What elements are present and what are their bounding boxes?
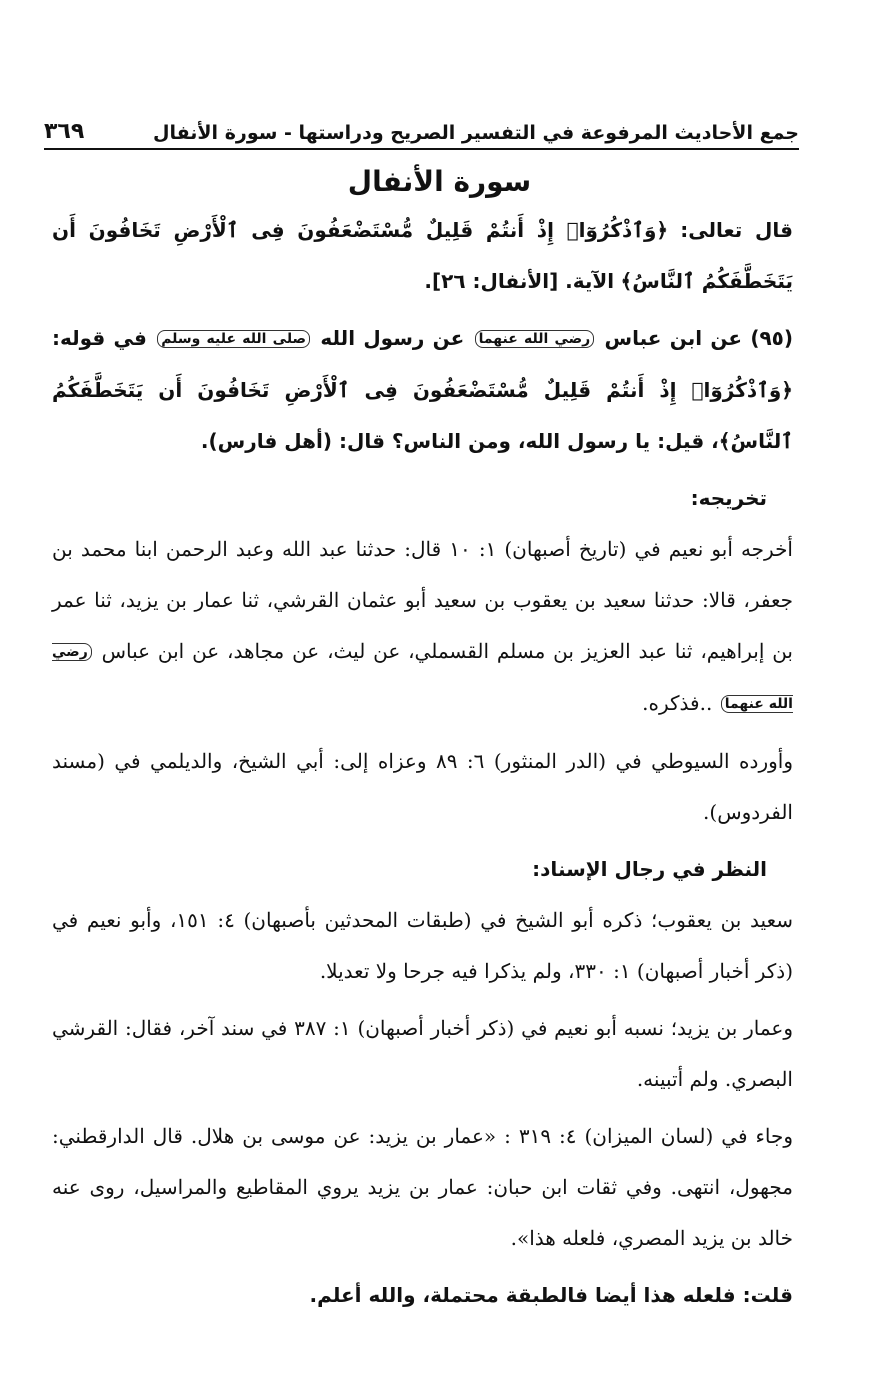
hadith-narrator: (٩٥) عن ابن عباس: [604, 326, 794, 350]
verse-reference: الآية. [الأنفال: ٢٦].: [424, 269, 615, 293]
main-text: [52, 205, 793, 1327]
page-title: سورة الأنفال: [347, 165, 532, 198]
isnad-paragraph-3: وجاء في (لسان الميزان) ٤: ٣١٩ : «عمار بن يزيد: عن موسى بن هلال. قال الدارقطني: مجهول، انتهى. وفي ثقات ابن حبان: عمار بن يزيد يروي المقاطيع والمراسيل، روى عنه خالد بن يزيد المصري، فلعله هذا».: [52, 1124, 793, 1250]
isnad-paragraph-1: سعيد بن يعقوب؛ ذكره أبو الشيخ في (طبقات المحدثين بأصبهان) ٤: ١٥١، وأبو نعيم في (ذكر أخبار أصبهان) ١: ٣٣٠، ولم يذكرا فيه جرحا ولا تعديلا.: [52, 908, 793, 983]
takhrij-text: أخرجه أبو نعيم في (تاريخ أصبهان) ١: ١٠ قال: حدثنا عبد الله وعبد الرحمن ابنا محمد بن جعفر، قالا: حدثنا سعيد بن يعقوب بن سعيد أبو عثمان القرشي، ثنا عمار بن يزيد، ثنا عمر بن إبراهيم، ثنا عبد العزيز بن مسلم القسملي، عن ليث، عن مجاهد، عن ابن عباس: [52, 537, 794, 663]
isnad-heading: النظر في رجال الإسناد:: [532, 857, 767, 881]
hadith-verse: ﴿وَٱذْكُرُوٓا۟ إِذْ أَنتُمْ قَلِيلٌ مُّسْتَضْعَفُونَ فِى ٱلْأَرْضِ تَخَافُونَ أَن يَتَخَطَّفَكُمُ ٱلنَّاسُ﴾: [52, 378, 793, 453]
takhrij-heading: تخريجه:: [690, 486, 767, 510]
takhrij-paragraph-1: [52, 524, 793, 730]
hadith-paragraph: [52, 313, 793, 467]
page-header: [44, 108, 799, 150]
takhrij-tail: ..فذكره.: [642, 691, 713, 715]
quran-verse: ﴿وَٱذْكُرُوٓا۟ إِذْ أَنتُمْ قَلِيلٌ مُّسْتَضْعَفُونَ فِى ٱلْأَرْضِ تَخَافُونَ أَن يَتَخَطَّفَكُمُ ٱلنَّاسُ﴾: [52, 218, 793, 293]
isnad-paragraph-4: قلت: فلعله هذا أيضا فالطبقة محتملة، والله أعلم.: [309, 1283, 793, 1307]
intro-lead: قال تعالى:: [680, 218, 793, 242]
intro-paragraph: [52, 205, 793, 307]
takhrij-paragraph-2: وأورده السيوطي في (الدر المنثور) ٦: ٨٩ وعزاه إلى: أبي الشيخ، والديلمي في (مسند الفردوس).: [52, 749, 793, 824]
page-number: ٣٦٩: [44, 119, 85, 144]
isnad-paragraph-2: وعمار بن يزيد؛ نسبه أبو نعيم في (ذكر أخبار أصبهان) ١: ٣٨٧ في سند آخر، فقال: القرشي البصري. ولم أتبينه.: [52, 1016, 793, 1091]
honorific-companion-2: رضي الله عنهما: [52, 644, 793, 712]
hadith-source: عن رسول الله: [320, 326, 465, 350]
running-head: جمع الأحاديث المرفوعة في التفسير الصريح ودراستها - سورة الأنفال: [152, 122, 799, 144]
hadith-answer: ، قيل: يا رسول الله، ومن الناس؟ قال: (أهل فارس).: [200, 429, 719, 453]
honorific-prophet: صلى الله عليه وسلم: [157, 330, 310, 348]
hadith-lead: في قوله:: [52, 326, 147, 350]
honorific-companion: رضي الله عنهما: [475, 330, 595, 348]
